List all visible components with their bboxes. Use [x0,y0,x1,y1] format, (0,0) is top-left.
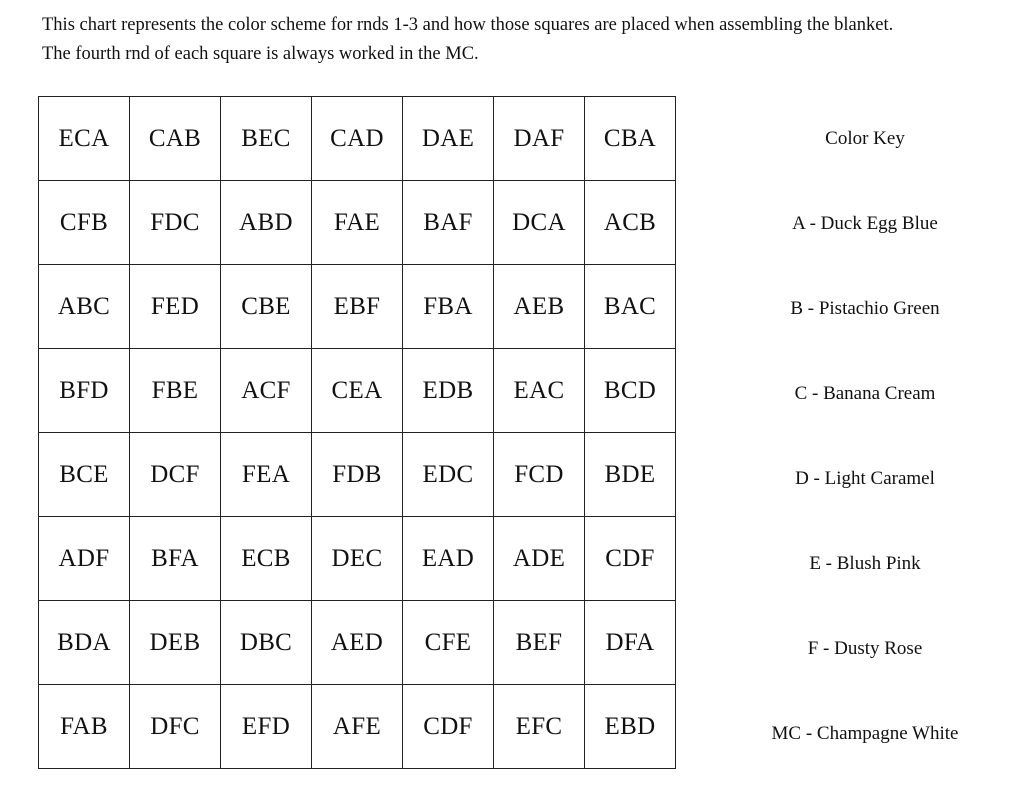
grid-cell: EAC [494,349,585,433]
grid-cell: CAD [312,97,403,181]
grid-cell: ABC [39,265,130,349]
grid-cell: ADE [494,517,585,601]
square-layout-grid [38,96,676,769]
grid-cell: AEB [494,265,585,349]
grid-cell: DFC [130,685,221,769]
color-key-item: B - Pistachio Green [790,297,940,319]
intro-line-2: The fourth rnd of each square is always worked in the MC. [42,44,479,64]
grid-cell: BAC [585,265,676,349]
grid-cell: EFD [221,685,312,769]
grid-cell: FAB [39,685,130,769]
grid-row [39,433,676,517]
grid-cell: BFA [130,517,221,601]
grid-cell: BCD [585,349,676,433]
grid-cell: AFE [312,685,403,769]
grid-cell: EDC [403,433,494,517]
grid-row [39,97,676,181]
grid-cell: BEC [221,97,312,181]
grid-cell: FEA [221,433,312,517]
grid-cell: CFB [39,181,130,265]
color-key-item: E - Blush Pink [809,552,921,574]
grid-row [39,601,676,685]
grid-cell: BAF [403,181,494,265]
grid-cell: DEB [130,601,221,685]
intro-line-1: This chart represents the color scheme for rnds 1-3 and how those squares are placed when assembling the blanket. [42,15,894,35]
grid-row [39,265,676,349]
grid-cell: EAD [403,517,494,601]
color-key-item: A - Duck Egg Blue [792,212,938,234]
grid-cell: FCD [494,433,585,517]
grid-cell: ABD [221,181,312,265]
color-key [730,96,1000,776]
grid-cell: CDF [585,517,676,601]
grid-cell: EFC [494,685,585,769]
color-key-item: MC - Champagne White [771,722,959,744]
grid-cell: DEC [312,517,403,601]
color-key-title: Color Key [825,127,905,149]
color-key-item: D - Light Caramel [795,467,935,489]
grid-cell: ECA [39,97,130,181]
grid-body [39,97,676,769]
grid-cell: BCE [39,433,130,517]
grid-row [39,349,676,433]
grid-cell: ACB [585,181,676,265]
grid-cell: CBE [221,265,312,349]
grid-cell: CFE [403,601,494,685]
grid-row [39,181,676,265]
grid-row [39,517,676,601]
grid-cell: CAB [130,97,221,181]
grid-cell: DFA [585,601,676,685]
grid-cell: FED [130,265,221,349]
grid-cell: FBA [403,265,494,349]
grid-cell: FDC [130,181,221,265]
grid-cell: BFD [39,349,130,433]
grid-cell: BEF [494,601,585,685]
grid-cell: DBC [221,601,312,685]
grid-cell: ECB [221,517,312,601]
grid-row [39,685,676,769]
grid-cell: DCF [130,433,221,517]
grid-cell: DAE [403,97,494,181]
grid-cell: AED [312,601,403,685]
grid-cell: EDB [403,349,494,433]
grid-cell: CEA [312,349,403,433]
grid-cell: BDE [585,433,676,517]
grid-cell: FAE [312,181,403,265]
grid-cell: DCA [494,181,585,265]
color-key-item: C - Banana Cream [794,382,936,404]
grid-cell: CDF [403,685,494,769]
grid-cell: FDB [312,433,403,517]
grid-cell: ADF [39,517,130,601]
grid-cell: DAF [494,97,585,181]
grid-cell: EBD [585,685,676,769]
color-key-item: F - Dusty Rose [807,637,923,659]
grid-cell: ACF [221,349,312,433]
grid-cell: CBA [585,97,676,181]
grid-cell: BDA [39,601,130,685]
grid-cell: FBE [130,349,221,433]
intro-text [42,11,1002,69]
grid-cell: EBF [312,265,403,349]
